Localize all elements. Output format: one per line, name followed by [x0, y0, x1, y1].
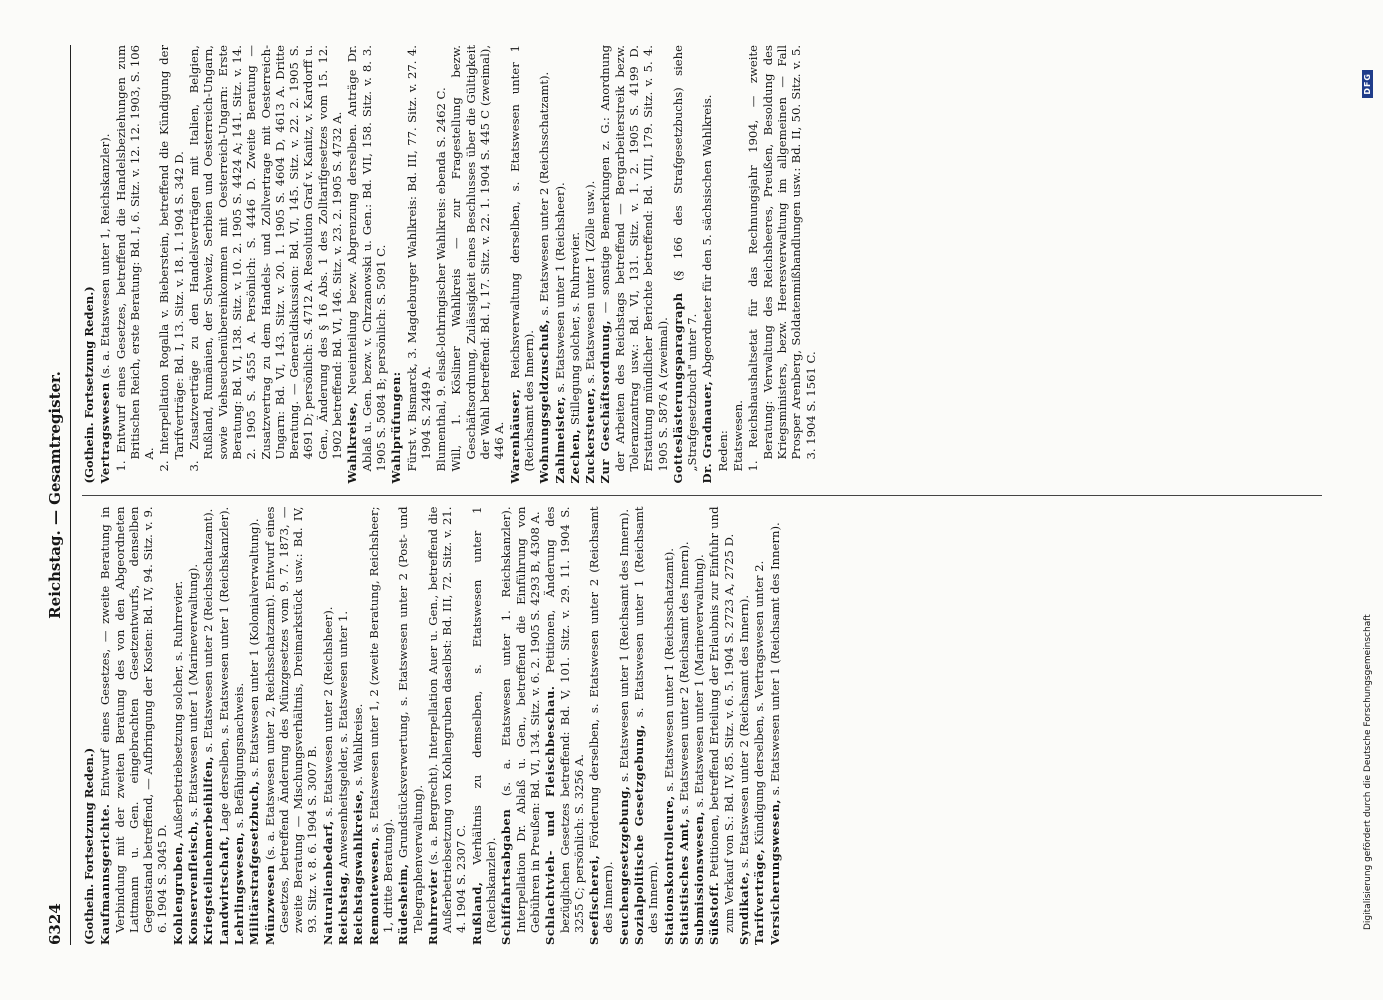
index-entry	[768, 507, 782, 946]
index-entry	[662, 507, 676, 946]
entry-keyword: Rüdesheim,	[396, 863, 411, 945]
entry-text: (s. a. Etatswesen unter 2, Reichsschatzamt). Entwurf eines Gesetzes, betreffend Änderung des Münzgesetzes vom 9. 7. 1873, — zweite Beratung — Mischungsverhältnis, Dreimarkstück usw.: Bd. IV, 93. Sitz. v. 8. 6. 1904 S. 3007 B.	[262, 506, 320, 933]
entry-text: s. Etatswesen unter 2 (Reichsamt des Innern).	[676, 541, 691, 819]
entry-text: s. Etatswesen unter 1 (Marineverwaltung).	[692, 554, 707, 812]
entry-keyword: Remontewesen,	[366, 836, 381, 945]
index-entry	[201, 507, 215, 946]
entry-text: 2. Interpellation Rogalla v. Bieberstein, betreffend die Kündigung der Tarifverträge: Bd. I, 13. Sitz. v. 18. 1. 1904 S. 342 D.	[157, 45, 186, 472]
index-entry	[98, 507, 169, 946]
running-title: Reichstag. — Gesamtregister.	[46, 371, 64, 619]
entry-keyword: Stationskontrolleure,	[661, 795, 676, 945]
entry-keyword: Naturalienbedarf,	[320, 820, 335, 945]
entry-text: s. Etatswesen unter 1 (Reichsschatzamt).	[661, 548, 676, 796]
index-entry	[568, 45, 582, 484]
entry-keyword: Wahlkreise,	[345, 401, 360, 484]
entry-keyword: Vertragswesen	[98, 382, 113, 484]
entry-keyword: Sozialpolitische Gesetzgebung,	[631, 724, 646, 945]
entry-keyword: Kaufmannsgerichte.	[98, 803, 113, 945]
digitization-credit	[1362, 70, 1373, 930]
entry-text: Anwesenheitsgelder, s. Etatswesen unter 1.	[336, 610, 351, 872]
index-entry	[336, 507, 350, 946]
entry-text: Fürst v. Bismarck, 3. Magdeburger Wahlkreis: Bd. III, 77. Sitz. v. 27. 4. 1904 S. 2449 A.	[404, 45, 433, 472]
index-entry	[217, 507, 231, 946]
index-entry	[671, 45, 700, 484]
index-entry	[553, 45, 567, 484]
index-entry	[737, 507, 751, 946]
index-entry	[98, 45, 112, 484]
entry-keyword: Süßstoff.	[707, 881, 722, 945]
index-entry	[707, 507, 736, 946]
entry-keyword: Zuckersteuer,	[583, 387, 598, 484]
entry-text: Kündigung derselben, s. Vertragswesen unter 2.	[752, 560, 767, 849]
entry-text: s. Wahlkreise.	[351, 703, 366, 790]
credit-text: Digitalisierung gefördert durch die Deutsche Forschungsgemeinschaft	[1362, 614, 1373, 930]
entry-text: Außerbetriebsetzung solcher, s. Ruhrrevier.	[170, 580, 185, 842]
entry-text: s. Etatswesen unter 1 (Marineverwaltung).	[186, 563, 201, 821]
index-entry	[263, 507, 320, 946]
index-entry	[587, 507, 616, 946]
entry-text: Neueinteilung bezw. Abgrenzung derselben. Anträge Dr. Ablaß u. Gen. bezw. v. Chrzanowski u. Gen.: Bd. VII, 158. Sitz. v. 8. 3. 1905 S. 5084 B; persönlich: S. 5091 C.	[345, 45, 388, 472]
index-entry	[543, 507, 586, 946]
entry-text: (Gothein. Fortsetzung Reden.)	[82, 286, 96, 484]
index-entry	[537, 45, 551, 484]
entry-keyword: Statistisches Amt,	[676, 818, 691, 945]
entry-keyword: Militärstrafgesetzbuch,	[247, 780, 262, 945]
entry-text: s. Befähigungsnachweis.	[231, 682, 246, 832]
entry-keyword: Zur Geschäftsordnung,	[598, 319, 613, 484]
entry-text: — sonstige Bemerkungen z. G.: Anordnung der Arbeiten des Reichstags betreffend — Bergarbeiterstreik bezw. Toleranzantrag usw.: Bd. VI, 131. Sitz. v. 1. 2. 1905 S. 4199 D. Erstattung mündlicher Berichte betreffend: Bd. VIII, 179. Sitz. v. 5. 4. 1905 S. 5876 A (zweimal).	[598, 45, 670, 472]
index-entry	[186, 507, 200, 946]
entry-text: (s. a. Bergrecht). Interpellation Auer u. Gen., betreffend die Außerbetriebsetzung von Kohlengruben daselbst: Bd. III, 72. Sitz. v. 21. 4. 1904 S. 2307 C.	[425, 506, 469, 933]
index-entry	[405, 45, 434, 484]
index-entry	[396, 507, 425, 946]
entry-text: Petitionen, betreffend Erteilung der Erlaubnis zur Einfuhr und zum Verkauf von S.: Bd. IV, 85. Sitz. v. 6. 5. 1904 S. 2723 A, 2725 D.	[707, 506, 736, 933]
entry-keyword: Reichstag,	[336, 871, 351, 945]
dfg-logo: DFG	[1362, 70, 1373, 98]
entry-keyword: Lehrlingswesen,	[231, 831, 246, 945]
index-entry	[426, 507, 469, 946]
index-entry	[345, 45, 388, 484]
document-page	[40, 45, 1340, 945]
entry-text: s. Etatswesen unter 1, 2 (zweite Beratung, Reichsheer; 1, dritte Beratung).	[366, 506, 395, 933]
entry-keyword: Ruhrrevier	[425, 869, 440, 945]
entry-keyword: Schiffahrtsabgaben	[499, 808, 514, 945]
index-entry	[434, 45, 448, 484]
index-entry	[632, 507, 661, 946]
index-entry	[157, 45, 186, 484]
index-entry	[389, 45, 403, 484]
entry-keyword: Tarifverträge,	[752, 848, 767, 945]
index-entry	[677, 507, 691, 946]
entry-keyword: Warenhäuser,	[507, 388, 522, 484]
entry-text: s. Etatswesen unter 1 (Reichsheer).	[552, 182, 567, 397]
index-entry	[598, 45, 669, 484]
entry-text: 1. Entwurf eines Gesetzes, betreffend die Handelsbeziehungen zum Britischen Reich, erste Beratung: Bd. I, 6. Sitz. v. 12. 12. 1903, S. 106 A.	[113, 45, 157, 472]
index-entry	[692, 507, 706, 946]
entry-keyword: Seefischerei,	[587, 854, 602, 945]
entry-keyword: Dr. Gradnauer,	[700, 380, 715, 484]
entry-text: (§ 166 des Strafgesetzbuchs) siehe „Strafgesetzbuch" unter 7.	[670, 45, 700, 472]
entry-text: s. Etatswesen unter 2 (Reichsschatzamt).	[201, 508, 216, 756]
index-entry	[731, 45, 745, 484]
page-number: 6324	[46, 903, 64, 945]
index-entry	[232, 507, 246, 946]
index-entry	[367, 507, 396, 946]
entry-text: Blumenthal, 9. elsaß-lothringischer Wahlkreis: ebenda S. 2462 C.	[434, 87, 449, 472]
entry-text: Petitionen, Änderung des bezüglichen Gesetzes betreffend: Bd. V, 101. Sitz. v. 29. 11. 1904 S. 3255 C; persönlich: S. 3256 A.	[543, 506, 586, 933]
entry-text: s. Etatswesen unter 1 (Kolonialverwaltung).	[247, 518, 262, 781]
entry-text: s. Etatswesen unter 1 (Reichsamt des Innern).	[767, 522, 782, 799]
entry-text: Etatswesen.	[731, 400, 746, 472]
entry-text: s. Etatswesen unter 1 (Reichsamt des Innern).	[616, 508, 631, 786]
entry-text: s. Etatswesen unter 1 (Zölle usw.).	[583, 180, 598, 388]
index-entry	[583, 45, 597, 484]
entry-keyword: Gotteslästerungsparagraph	[670, 292, 685, 484]
entry-text: Grundstücksverwertung, s. Etatswesen unter 2 (Post- und Telegraphenverwaltung).	[396, 506, 425, 933]
entry-text: Entwurf eines Gesetzes, — zweite Beratung in Verbindung mit der zweiten Beratung des von den Abgeordneten Lattmann u. Gen. eingebrachten Gesetzentwurfs, denselben Gegenstand betreffend, — Aufbringung der Kosten: Bd. IV, 94. Sitz. v. 9. 6. 1904 S. 3045 D.	[98, 506, 170, 933]
entry-keyword: Kohlengruben,	[170, 841, 185, 945]
entry-text: 1. Reichshaushaltsetat für das Rechnungsjahr 1904, — zweite Beratung: Verwaltung des Reichsheeres, Preußen, Besoldung des Kriegsministers, bezw. Heeresverwaltung im allgemeinen — Fall Prosper Arenberg, Soldatenmißhandlungen usw.: Bd. II, 50. Sitz. v. 5. 3. 1904 S. 1561 C.	[746, 45, 818, 472]
entry-text: s. Etatswesen unter 2 (Reichsheer).	[320, 606, 335, 821]
entry-keyword: Syndikate,	[737, 871, 752, 945]
index-entry	[114, 45, 157, 484]
entry-text: 3. Zusatzverträge zu den Handelsverträgen mit Italien, Belgien, Rußland, Rumänien, der Schweiz, Serbien und Oesterreich-Ungarn, sowie Viehseuchenübereinkommen mit Oesterreich-Ungarn: Erste Beratung: Bd. VI, 138. Sitz. v. 10. 2. 1905 S. 4424 A; 141. Sitz. v. 14. 2. 1905 S. 4555 A. Persönlich: S. 4446 D. Zweite Beratung — Zusatzvertrag zu dem Handels- und Zollvertrage mit Oesterreich-Ungarn: Bd. VI, 143. Sitz. v. 20. 1. 1905 S. 4604 D, 4613 A. Dritte Beratung. — Generaldiskussion: Bd. VI, 145. Sitz. v. 22. 2. 1905 S. 4691 D; persönlich: S. 4712 A. Resolution Graf v. Kanitz, v. Kardorff u. Gen., Änderung des § 16 Abs. 1 des Zolltarifgesetzes vom 15. 12. 1902 betreffend: Bd. VI, 146. Sitz. v. 23. 2. 1905 S. 4732 A.	[187, 45, 345, 472]
entry-text: Förderung derselben, s. Etatswesen unter 2 (Reichsamt des Innern).	[587, 506, 616, 933]
index-entry	[716, 45, 730, 484]
entry-text: (Gothein. Fortsetzung Reden.)	[82, 747, 96, 945]
index-entry	[247, 507, 261, 946]
entry-keyword: Konservenfleisch,	[186, 820, 201, 945]
continuation-heading	[82, 45, 96, 484]
entry-keyword: Reichstagswahlkreise,	[351, 789, 366, 945]
index-entry	[746, 45, 817, 484]
index-entry	[351, 507, 365, 946]
entry-text: Lage derselben, s. Etatswesen unter 1 (Reichskanzler).	[216, 506, 231, 836]
text-columns	[82, 45, 1322, 945]
entry-keyword: Versicherungswesen,	[767, 798, 782, 945]
entry-text: Stillegung solcher, s. Ruhrrevier.	[567, 231, 582, 429]
entry-text: Reichsverwaltung derselben, s. Etatswesen unter 1 (Reichsamt des Innern).	[507, 45, 536, 472]
entry-keyword: Zechen,	[567, 428, 582, 484]
entry-text: (s. a. Etatswesen unter 1. Reichskanzler). Interpellation Dr. Ablaß u. Gen., betreffend die Einführung von Gebühren in Preußen: Bd. VI, 134. Sitz. v. 6. 2. 1905 S. 4293 B, 4308 A.	[499, 506, 542, 933]
entry-text: Reden:	[715, 430, 730, 472]
entry-keyword: Münzwesen	[262, 864, 277, 945]
entry-text: s. Etatswesen unter 2 (Reichsschatzamt).	[537, 71, 552, 320]
entry-keyword: Submissionswesen,	[692, 811, 707, 945]
right-column	[82, 45, 1322, 496]
entry-keyword: Landwirtschaft,	[216, 835, 231, 945]
entry-text: Abgeordneter für den 5. sächsischen Wahlkreis.	[700, 94, 715, 381]
entry-keyword: Rußland,	[469, 881, 484, 945]
index-entry	[617, 507, 631, 946]
entry-text: (s. a. Etatswesen unter 1, Reichskanzler).	[98, 133, 113, 383]
index-entry	[499, 507, 542, 946]
entry-text: Verhältnis zu demselben, s. Etatswesen unter 1 (Reichskanzler).	[469, 506, 499, 933]
page-header	[40, 45, 71, 945]
entry-text: s. Etatswesen unter 2 (Reichsamt des Innern).	[737, 594, 752, 872]
index-entry	[508, 45, 537, 484]
index-entry	[700, 45, 714, 484]
index-entry	[321, 507, 335, 946]
index-entry	[187, 45, 344, 484]
entry-keyword: Wahlprüfungen:	[389, 371, 404, 484]
entry-keyword: Zahlmeister,	[552, 396, 567, 484]
entry-keyword: Seuchengesetzgebung,	[616, 785, 631, 945]
index-entry	[470, 507, 499, 946]
entry-keyword: Wohnungsgeldzuschuß,	[537, 319, 552, 484]
index-entry	[171, 507, 185, 946]
index-entry	[449, 45, 506, 484]
left-column	[82, 496, 1322, 946]
continuation-heading	[82, 507, 96, 946]
entry-keyword: Schlachtvieh- und Fleischbeschau.	[543, 685, 558, 945]
index-entry	[752, 507, 766, 946]
entry-keyword: Kriegsteilnehmerbeihilfen,	[201, 755, 216, 945]
entry-text: Will, 1. Kösliner Wahlkreis — zur Fragestellung bezw. Geschäftsordnung, Zulässigkeit eines Beschlusses über die Gültigkeit der Wahl betreffend: Bd. I, 17. Sitz. v. 22. 1. 1904 S. 445 C (zweimal), 446 A.	[449, 45, 507, 472]
entry-text: s. Etatswesen unter 1 (Reichsamt des Innern).	[631, 506, 661, 933]
